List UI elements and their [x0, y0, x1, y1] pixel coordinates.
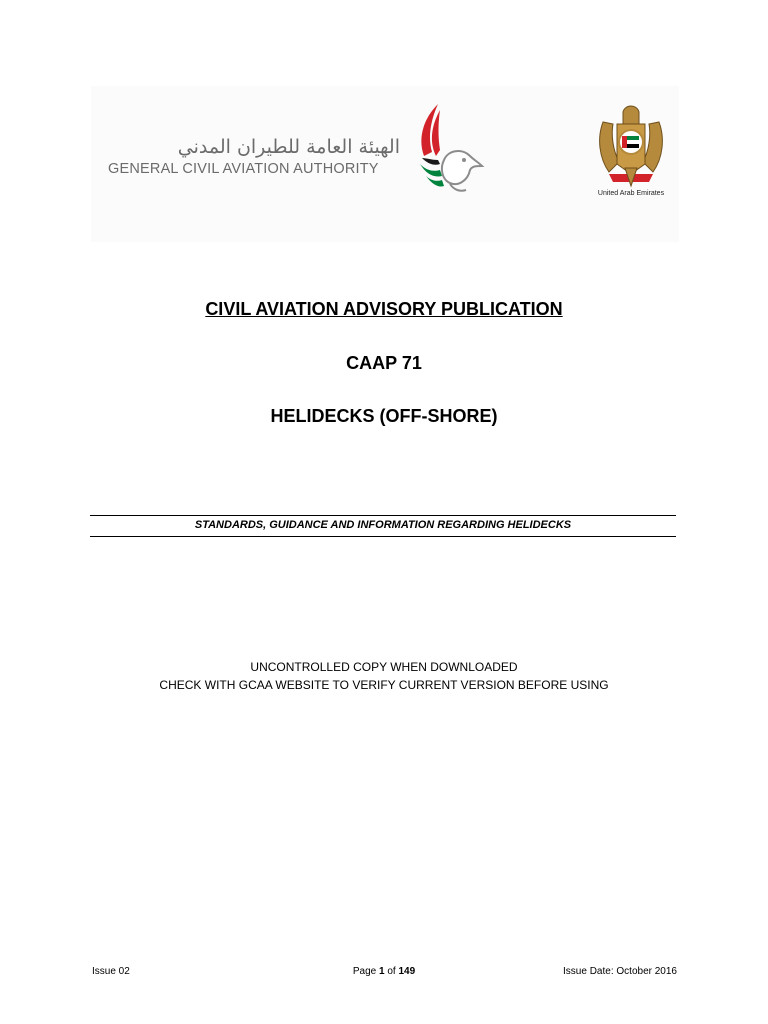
- caap-subject: HELIDECKS (OFF-SHORE): [270, 406, 498, 426]
- footer-issue: Issue 02: [92, 966, 130, 977]
- page-prefix: Page: [352, 966, 379, 977]
- page-total: 149: [398, 966, 416, 977]
- caap-number: CAAP 71: [346, 353, 422, 373]
- uncontrolled-copy-notice: UNCONTROLLED COPY WHEN DOWNLOADED: [250, 660, 518, 674]
- authority-name-arabic: الهيئة العامة للطيران المدني: [177, 136, 400, 158]
- scope-statement: STANDARDS, GUIDANCE AND INFORMATION REGARDING HELIDECKS: [194, 519, 572, 531]
- document-title: CIVIL AVIATION ADVISORY PUBLICATION: [205, 299, 563, 319]
- verify-version-notice: CHECK WITH GCAA WEBSITE TO VERIFY CURRENT VERSION BEFORE USING: [159, 678, 609, 692]
- page-of: of: [384, 966, 399, 977]
- scope-rule-top: [90, 515, 676, 516]
- uae-label: United Arab Emirates: [597, 190, 665, 197]
- footer-issue-date: Issue Date: October 2016: [563, 966, 677, 977]
- uae-emblem-icon: [595, 102, 667, 188]
- gcaa-logo-icon: [414, 100, 486, 200]
- authority-name-english: GENERAL CIVIL AVIATION AUTHORITY: [108, 161, 379, 177]
- page-current: 1: [378, 966, 385, 977]
- scope-rule-bottom: [90, 536, 676, 537]
